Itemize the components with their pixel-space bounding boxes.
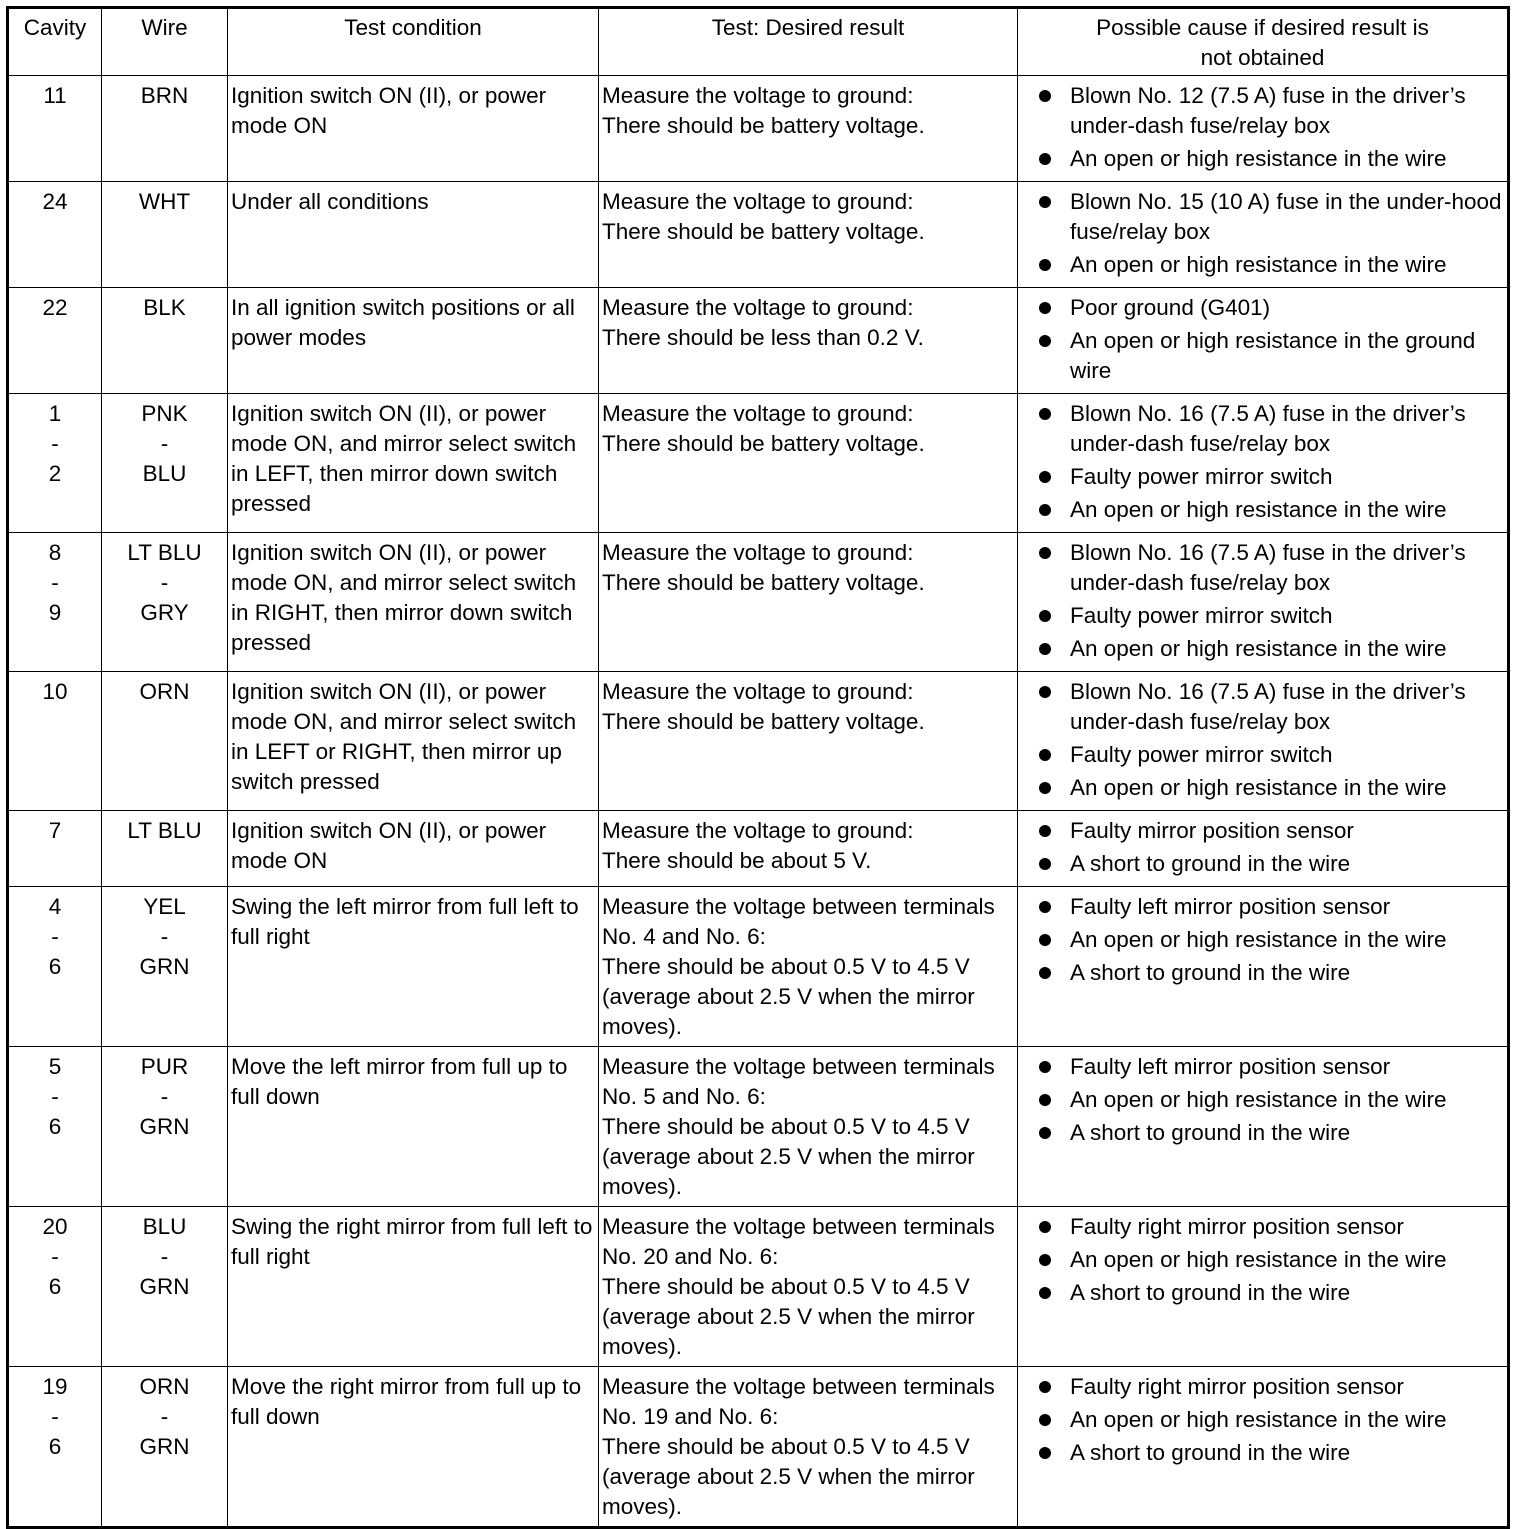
wire-color-cell-line: PUR [140,1054,189,1079]
wire-color-cell-line: BLU [142,461,187,486]
cavity-cell-line: 20 [42,1214,68,1239]
cause-list-item [1036,495,1505,525]
bullet-icon [1039,1061,1051,1073]
terminal-test-table [6,6,1510,1529]
wire-color-cell-line: - [160,1404,169,1429]
bullet-icon [1039,1414,1051,1426]
desired-result-cell: Measure the voltage to ground: There should be about 5 V. [599,811,1018,887]
cavity-cell-line: 1 [48,401,62,426]
test-condition-cell: Ignition switch ON (II), or power mode ON, and mirror select switch in LEFT, then mirror down switch pressed [228,394,599,533]
bullet-icon [1039,643,1051,655]
bullet-icon [1039,259,1051,271]
cause-text: An open or high resistance in the wire [1070,775,1447,800]
header-wire: Wire [102,8,228,76]
cause-list-item [1036,1438,1505,1468]
wire-color-cell [102,1367,228,1528]
wire-color-cell [102,288,228,394]
cause-list-item [1036,601,1505,631]
table-header-row [8,8,1509,76]
wire-color-cell [102,1047,228,1207]
bullet-icon [1039,1381,1051,1393]
wire-color-cell-line: ORN [139,679,190,704]
bullet-icon [1039,901,1051,913]
desired-result-cell: Measure the voltage to ground: There should be battery voltage. [599,672,1018,811]
cause-list-item [1036,1278,1505,1308]
wire-color-cell-line: GRY [140,600,189,625]
cause-text: Faulty power mirror switch [1070,603,1333,628]
wire-color-cell-line: PNK [141,401,188,426]
test-condition-cell: Swing the left mirror from full left to full right [228,887,599,1047]
cause-list [1036,293,1505,386]
desired-result-cell: Measure the voltage to ground: There should be battery voltage. [599,182,1018,288]
cause-text: Faulty power mirror switch [1070,464,1333,489]
wire-color-cell-line: LT BLU [127,540,202,565]
cause-text: An open or high resistance in the wire [1070,636,1447,661]
table-row [8,288,1509,394]
cause-list-item [1036,1085,1505,1115]
wire-color-cell-line: GRN [139,1434,190,1459]
desired-result-cell: Measure the voltage between terminals No. 5 and No. 6: There should be about 0.5 V to 4.5 V (average about 2.5 V when the mirror moves). [599,1047,1018,1207]
cavity-cell-line: 24 [42,189,68,214]
cause-text: An open or high resistance in the wire [1070,1247,1447,1272]
cause-text: Faulty mirror position sensor [1070,818,1354,843]
wire-color-cell-line: - [160,431,169,456]
bullet-icon [1039,610,1051,622]
cause-list [1036,816,1505,879]
cause-list-item [1036,462,1505,492]
wire-color-cell [102,811,228,887]
bullet-icon [1039,196,1051,208]
wire-color-cell-line: GRN [139,1114,190,1139]
desired-result-cell: Measure the voltage between terminals No. 4 and No. 6: There should be about 0.5 V to 4.5 V (average about 2.5 V when the mirror moves). [599,887,1018,1047]
cavity-cell-line: 10 [42,679,68,704]
test-condition-cell: Move the right mirror from full up to full down [228,1367,599,1528]
cavity-cell-line: - [51,1404,59,1429]
cause-text: A short to ground in the wire [1070,1120,1351,1145]
cause-text: Blown No. 15 (10 A) fuse in the under-hood fuse/relay box [1070,189,1502,244]
bullet-icon [1039,1127,1051,1139]
cause-list-item [1036,892,1505,922]
table-row [8,672,1509,811]
bullet-icon [1039,153,1051,165]
wire-color-cell [102,76,228,182]
cause-text: Blown No. 16 (7.5 A) fuse in the driver’s under-dash fuse/relay box [1070,401,1466,456]
cause-text: An open or high resistance in the ground wire [1070,328,1476,383]
cause-list [1036,399,1505,525]
test-condition-cell: Ignition switch ON (II), or power mode ON, and mirror select switch in RIGHT, then mirror down switch pressed [228,533,599,672]
wire-color-cell [102,672,228,811]
bullet-icon [1039,504,1051,516]
desired-result-cell: Measure the voltage between terminals No. 19 and No. 6: There should be about 0.5 V to 4.5 V (average about 2.5 V when the mirror moves). [599,1367,1018,1528]
cause-list-item [1036,399,1505,459]
table-row [8,887,1509,1047]
cause-text: A short to ground in the wire [1070,960,1351,985]
bullet-icon [1039,934,1051,946]
cause-text: Poor ground (G401) [1070,295,1271,320]
cause-list-item [1036,187,1505,247]
cause-text: Faulty right mirror position sensor [1070,1214,1404,1239]
wire-color-cell-line: LT BLU [127,818,202,843]
cavity-cell [8,533,102,672]
cavity-cell [8,394,102,533]
cavity-cell-line: - [51,924,59,949]
cause-text: An open or high resistance in the wire [1070,146,1447,171]
cause-list-item [1036,773,1505,803]
cause-list-item [1036,250,1505,280]
cavity-cell-line: 6 [48,1274,62,1299]
bullet-icon [1039,547,1051,559]
cause-list-item [1036,1245,1505,1275]
wire-color-cell-line: WHT [138,189,191,214]
cause-text: An open or high resistance in the wire [1070,1087,1447,1112]
possible-cause-cell [1018,288,1509,394]
cavity-cell-line: 19 [42,1374,68,1399]
bullet-icon [1039,335,1051,347]
cavity-cell-line: 22 [42,295,68,320]
header-cavity: Cavity [8,8,102,76]
bullet-icon [1039,858,1051,870]
cause-list-item [1036,538,1505,598]
test-condition-cell: Under all conditions [228,182,599,288]
cause-list-item [1036,293,1505,323]
cause-text: Blown No. 12 (7.5 A) fuse in the driver’s under-dash fuse/relay box [1070,83,1466,138]
possible-cause-cell [1018,1367,1509,1528]
bullet-icon [1039,471,1051,483]
desired-result-cell: Measure the voltage to ground: There should be battery voltage. [599,76,1018,182]
cavity-cell [8,288,102,394]
bullet-icon [1039,90,1051,102]
possible-cause-cell [1018,182,1509,288]
wire-color-cell-line: - [160,1084,169,1109]
wire-color-cell-line: - [160,570,169,595]
cavity-cell [8,1207,102,1367]
cause-list-item [1036,849,1505,879]
bullet-icon [1039,1447,1051,1459]
cavity-cell [8,672,102,811]
cavity-cell-line: - [51,431,59,456]
cause-list-item [1036,81,1505,141]
wire-color-cell-line: - [160,924,169,949]
cavity-cell [8,1367,102,1528]
cause-list-item [1036,1405,1505,1435]
possible-cause-cell [1018,1047,1509,1207]
wire-color-cell-line: GRN [139,1274,190,1299]
table-row [8,394,1509,533]
header-test-condition: Test condition [228,8,599,76]
wire-color-cell-line: YEL [143,894,186,919]
desired-result-cell: Measure the voltage to ground: There should be less than 0.2 V. [599,288,1018,394]
wire-color-cell-line: BRN [140,83,189,108]
cavity-cell-line: 11 [43,83,67,108]
cause-text: An open or high resistance in the wire [1070,927,1447,952]
possible-cause-cell [1018,394,1509,533]
possible-cause-cell [1018,887,1509,1047]
cavity-cell-line: 2 [48,461,62,486]
cause-list-item [1036,677,1505,737]
wire-color-cell-line: - [160,1244,169,1269]
wire-color-cell-line: BLK [143,295,186,320]
bullet-icon [1039,1221,1051,1233]
table-row [8,811,1509,887]
cause-text: Faulty power mirror switch [1070,742,1333,767]
possible-cause-cell [1018,672,1509,811]
table-row [8,1367,1509,1528]
table-row [8,1207,1509,1367]
cavity-cell-line: - [51,1084,59,1109]
table-row [8,76,1509,182]
cavity-cell [8,182,102,288]
cavity-cell-line: - [51,1244,59,1269]
cause-list-item [1036,740,1505,770]
wire-color-cell [102,394,228,533]
cause-list [1036,892,1505,988]
test-condition-cell: Swing the right mirror from full left to full right [228,1207,599,1367]
cause-list-item [1036,634,1505,664]
cavity-cell-line: 7 [48,818,62,843]
test-condition-cell: Ignition switch ON (II), or power mode ON, and mirror select switch in LEFT or RIGHT, then mirror up switch pressed [228,672,599,811]
cause-list [1036,81,1505,174]
test-condition-cell: Ignition switch ON (II), or power mode ON [228,811,599,887]
desired-result-cell: Measure the voltage to ground: There should be battery voltage. [599,394,1018,533]
cavity-cell-line: 6 [48,1114,62,1139]
cavity-cell [8,887,102,1047]
cause-text: An open or high resistance in the wire [1070,252,1447,277]
cause-list-item [1036,326,1505,386]
cause-list [1036,1212,1505,1308]
cause-text: Faulty left mirror position sensor [1070,894,1391,919]
cavity-cell-line: 6 [48,954,62,979]
bullet-icon [1039,1287,1051,1299]
cause-text: Faulty right mirror position sensor [1070,1374,1404,1399]
header-desired-result: Test: Desired result [599,8,1018,76]
test-condition-cell: Ignition switch ON (II), or power mode ON [228,76,599,182]
cavity-cell-line: 4 [48,894,62,919]
table-row [8,533,1509,672]
wire-color-cell-line: GRN [139,954,190,979]
cavity-cell [8,811,102,887]
cause-text: Blown No. 16 (7.5 A) fuse in the driver’s under-dash fuse/relay box [1070,679,1466,734]
cause-list-item [1036,1212,1505,1242]
cause-text: An open or high resistance in the wire [1070,497,1447,522]
desired-result-cell: Measure the voltage between terminals No. 20 and No. 6: There should be about 0.5 V to 4.5 V (average about 2.5 V when the mirror moves). [599,1207,1018,1367]
bullet-icon [1039,749,1051,761]
cavity-cell-line: 6 [48,1434,62,1459]
test-condition-cell: In all ignition switch positions or all power modes [228,288,599,394]
possible-cause-cell [1018,533,1509,672]
bullet-icon [1039,967,1051,979]
cause-list-item [1036,958,1505,988]
table-row [8,182,1509,288]
wire-color-cell [102,533,228,672]
bullet-icon [1039,302,1051,314]
wire-color-cell-line: ORN [139,1374,190,1399]
test-condition-cell: Move the left mirror from full up to full down [228,1047,599,1207]
cause-list [1036,1372,1505,1468]
wire-color-cell [102,887,228,1047]
cavity-cell [8,1047,102,1207]
cause-list-item [1036,1372,1505,1402]
cause-text: A short to ground in the wire [1070,1440,1351,1465]
troubleshooting-table-wrapper [6,6,1510,1529]
possible-cause-cell [1018,1207,1509,1367]
bullet-icon [1039,686,1051,698]
bullet-icon [1039,1094,1051,1106]
cause-list-item [1036,816,1505,846]
desired-result-cell: Measure the voltage to ground: There should be battery voltage. [599,533,1018,672]
cause-text: A short to ground in the wire [1070,851,1351,876]
cavity-cell-line: 9 [48,600,62,625]
cause-list [1036,1052,1505,1148]
cause-list-item [1036,925,1505,955]
table-row [8,1047,1509,1207]
cause-text: Blown No. 16 (7.5 A) fuse in the driver’s under-dash fuse/relay box [1070,540,1466,595]
wire-color-cell [102,182,228,288]
cause-text: An open or high resistance in the wire [1070,1407,1447,1432]
cause-list-item [1036,1052,1505,1082]
header-possible-cause: Possible cause if desired result is not obtained [1018,8,1509,76]
cause-text: A short to ground in the wire [1070,1280,1351,1305]
bullet-icon [1039,1254,1051,1266]
cause-text: Faulty left mirror position sensor [1070,1054,1391,1079]
possible-cause-cell [1018,76,1509,182]
cause-list-item [1036,1118,1505,1148]
wire-color-cell [102,1207,228,1367]
bullet-icon [1039,782,1051,794]
cause-list [1036,677,1505,803]
wire-color-cell-line: BLU [142,1214,187,1239]
cavity-cell [8,76,102,182]
bullet-icon [1039,408,1051,420]
table-body [8,76,1509,1528]
cavity-cell-line: 5 [48,1054,62,1079]
cavity-cell-line: - [51,570,59,595]
cause-list-item [1036,144,1505,174]
bullet-icon [1039,825,1051,837]
cause-list [1036,538,1505,664]
cavity-cell-line: 8 [48,540,62,565]
possible-cause-cell [1018,811,1509,887]
cause-list [1036,187,1505,280]
